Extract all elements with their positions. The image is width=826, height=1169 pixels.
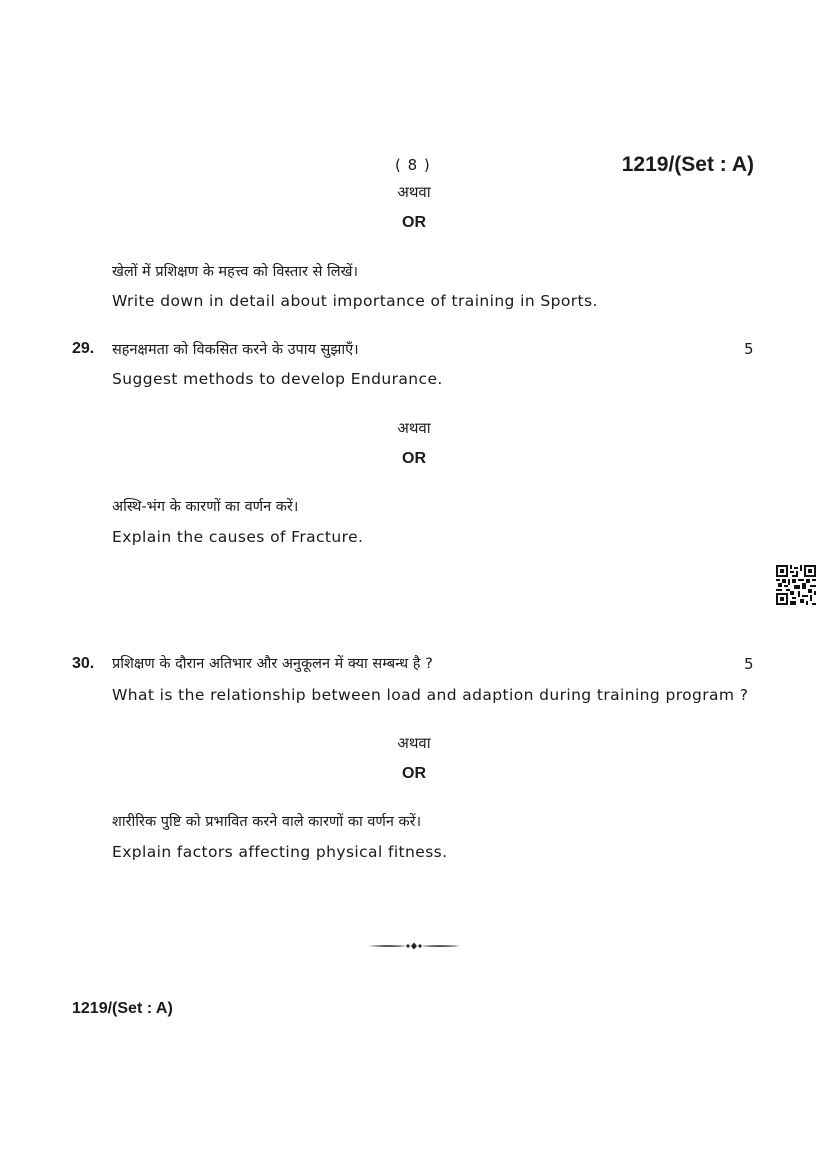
q30-alt-hindi: शारीरिक पुष्टि को प्रभावित करने वाले कारणों का वर्णन करें। (112, 814, 422, 830)
q30-alt-english: Explain factors affecting physical fitness. (112, 843, 448, 861)
or-english: OR (402, 450, 426, 467)
q30-hindi: प्रशिक्षण के दौरान अतिभार और अनुकूलन में क्या सम्बन्ध है ? (112, 656, 433, 672)
or-hindi: अथवा (397, 734, 431, 752)
q29-english: Suggest methods to develop Endurance. (112, 370, 443, 388)
page-number: ( 8 ) (395, 156, 431, 174)
or-english: OR (402, 214, 426, 231)
or-hindi: अथवा (397, 419, 431, 437)
paper-code-header: 1219/(Set : A) (621, 153, 754, 176)
ornamental-divider-icon (366, 939, 462, 953)
q29-hindi: सहनक्षमता को विकसित करने के उपाय सुझाएँ। (112, 342, 359, 358)
question-marks: 5 (744, 340, 754, 358)
q30-english: What is the relationship between load and adaption during training program ? (112, 686, 749, 704)
paper-code-footer: 1219/(Set : A) (72, 1000, 173, 1017)
or-english: OR (402, 765, 426, 782)
question-marks: 5 (744, 655, 754, 673)
q29-alt-hindi: अस्थि-भंग के कारणों का वर्णन करें। (112, 499, 299, 515)
q28-alt-english: Write down in detail about importance of training in Sports. (112, 292, 598, 310)
or-hindi: अथवा (397, 183, 431, 201)
question-number: 29. (72, 340, 95, 357)
q29-alt-english: Explain the causes of Fracture. (112, 528, 364, 546)
qr-code-icon (776, 565, 816, 605)
q28-alt-hindi: खेलों में प्रशिक्षण के महत्त्व को विस्तार से लिखें। (112, 264, 358, 280)
question-number: 30. (72, 655, 95, 672)
